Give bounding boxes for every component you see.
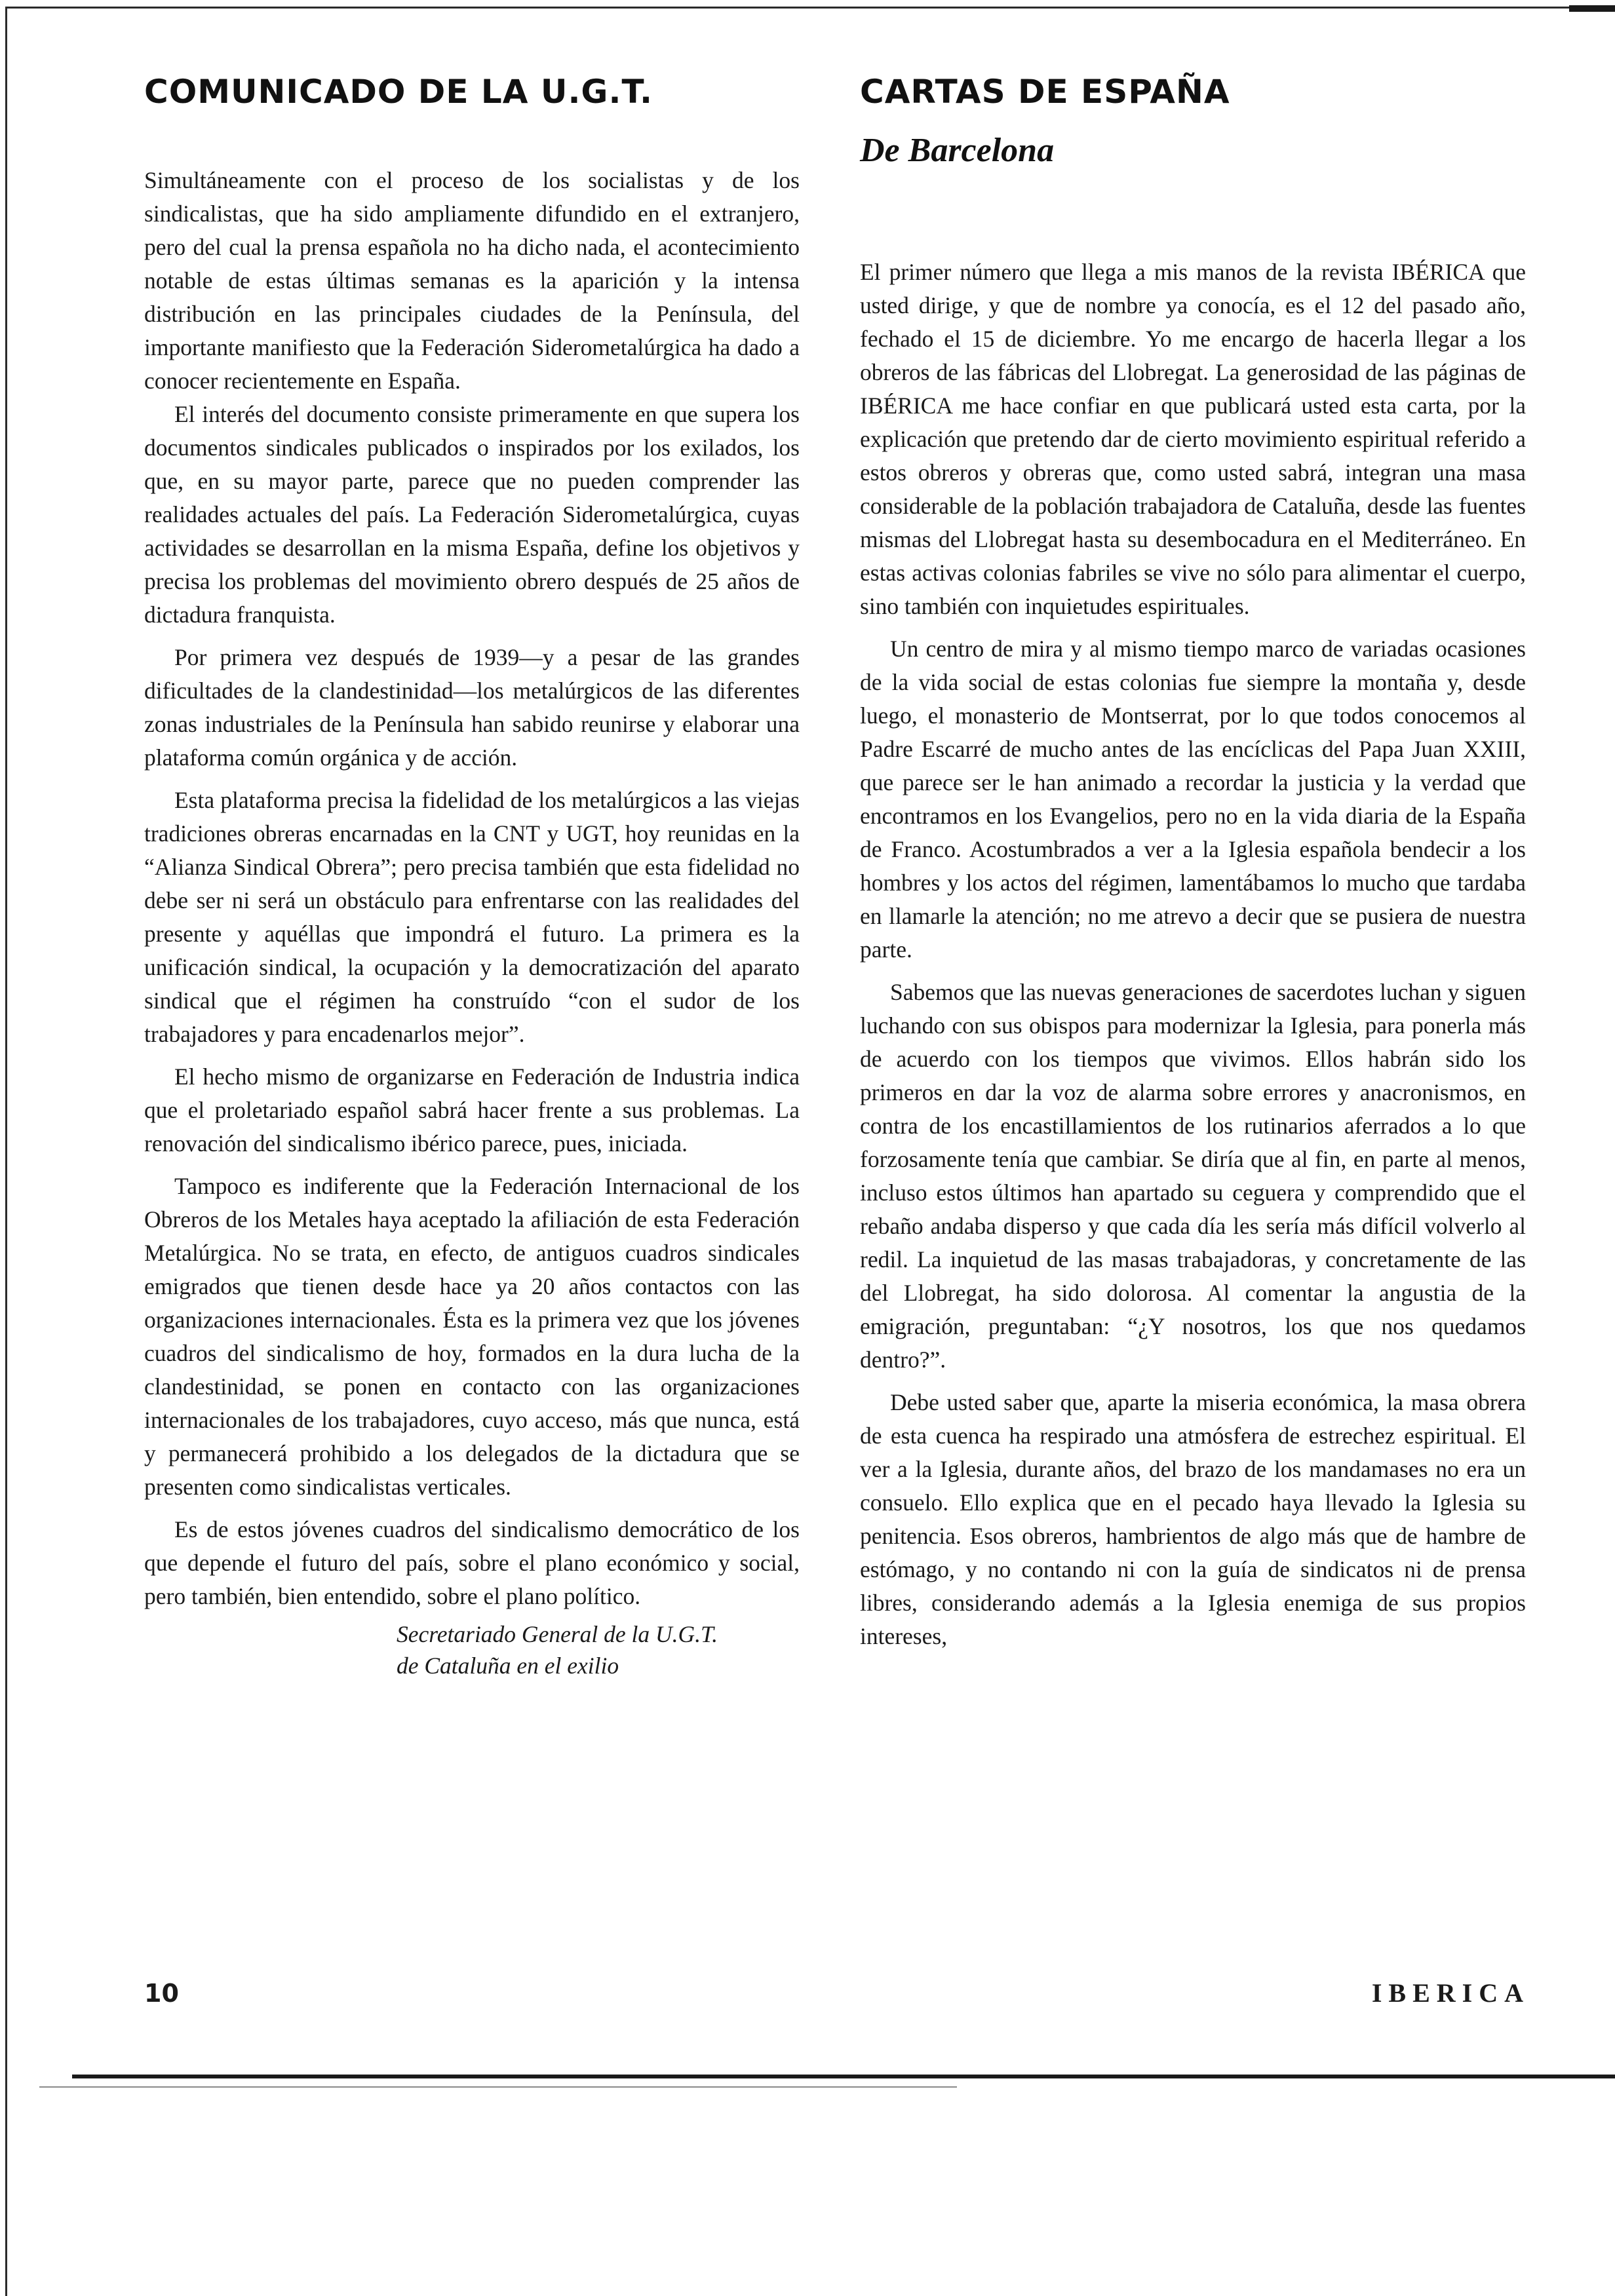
paragraph: El hecho mismo de organizarse en Federación de Industria indica que el proletariado español sabrá hacer frente a sus problemas. La renovación del sindicalismo ibérico parece, pues, iniciada. [144,1063,800,1157]
paragraph: Esta plataforma precisa la fidelidad de los metalúrgicos a las viejas tradiciones obreras encarnadas en la CNT y UGT, hoy reunidas en la “Alianza Sindical Obrera”; pero precisa también que esta fidelidad no debe ser ni será un obstáculo para enfrentarse con las realidades del presente y aquéllas que impondrá el futuro. La primera es la unificación sindical, la ocupación y la democratización del aparato sindical que el régimen ha construído “con el sudor de los trabajadores y para encadenarlos mejor”. [144,787,800,1047]
footer-rule [72,2075,1615,2078]
signature-line: de Cataluña en el exilio [397,1653,619,1679]
article-subheading: De Barcelona [860,132,1055,169]
paragraph: El interés del documento consiste primeramente en que supera los documentos sindicales publicados o inspirados por los exilados, los que, en su mayor parte, parece que no pueden comprender las realidades actuales del país. La Federación Siderometalúrgica, cuyas actividades se desarrollan en la misma España, define los objetivos y precisa los problemas del movimiento obrero después de 25 años de dictadura franquista. [144,401,800,628]
page-edge-mark [1569,5,1615,12]
page-number: 10 [144,1979,179,2008]
paragraph: Por primera vez después de 1939—y a pesar de las grandes dificultades de la clandestinidad—los metalúrgicos de las diferentes zonas industriales de la Península han sabido reunirse y elaborar una plataforma común orgánica y de acción. [144,644,800,771]
signature-line: Secretariado General de la U.G.T. [397,1621,718,1647]
article-comunicado [144,66,800,1681]
page-edge-top [7,7,1615,9]
signature [144,1618,800,1681]
footer-rule-thin [39,2086,957,2088]
masthead: IBERICA [1371,1978,1530,2008]
paragraph: Un centro de mira y al mismo tiempo marco de variadas ocasiones de la vida social de estas colonias fue siempre la montaña y, desde luego, el monasterio de Montserrat, por lo que todos conocemos al Padre Escarré de mucho antes de las encíclicas del Papa Juan XXIII, que parece ser le han animado a recordar la justicia y la verdad que encontramos en los Evangelios, pero no en la vida diaria de la España de Franco. Acostumbrados a ver a la Iglesia española bendecir a los hombres y los actos del régimen, lamentábamos lo mucho que tardaba en llamarle la atención; no me atrevo a decir que se pusiera de nuestra parte. [860,636,1526,963]
paragraph: Es de estos jóvenes cuadros del sindicalismo democrático de los que depende el futuro del país, sobre el plano económico y social, pero también, bien entendido, sobre el plano político. [144,1516,800,1609]
paragraph: Debe usted saber que, aparte la miseria económica, la masa obrera de esta cuenca ha respirado una atmósfera de estrechez espiritual. El ver a la Iglesia, durante años, del brazo de los mandamases no era un consuelo. Ello explica que en el pecado haya llevado la Iglesia su penitencia. Esos obreros, hambrientos de algo más que de hambre de estómago, y no contando ni con la guía de sindicatos ni de prensa libres, considerando además a la Iglesia enemiga de sus propios intereses, [860,1389,1526,1649]
article-cartas [860,66,1526,1653]
paragraph: Sabemos que las nuevas generaciones de sacerdotes luchan y siguen luchando con sus obispos para modernizar la Iglesia, para ponerla más de acuerdo con los tiempos que vivimos. Ellos habrán sido los primeros en dar la voz de alarma sobre errores y anacronismos, en contra de los encastillamientos de los rutinarios aferrados a lo que forzosamente tenía que cambiar. Se diría que al fin, en parte al menos, incluso estos últimos han apartado su ceguera y comprendido que el rebaño andaba disperso y que cada día les sería más difícil volverlo al redil. La inquietud de las masas trabajadoras, y concretamente de las del Llobregat, ha sido dolorosa. Al comentar la angustia de la emigración, preguntaban: “¿Y nosotros, los que nos quedamos dentro?”. [860,979,1526,1373]
article-body [860,256,1526,1653]
article-body [144,131,800,1613]
article-heading: COMUNICADO DE LA U.G.T. [144,73,653,111]
article-heading: CARTAS DE ESPAÑA [860,73,1230,111]
paragraph: El primer número que llega a mis manos de la revista IBÉRICA que usted dirige, y que de nombre ya conocía, es el 12 del pasado año, fechado el 15 de diciembre. Yo me encargo de hacerla llegar a los obreros de las fábricas del Llobregat. La generosidad de las páginas de IBÉRICA me hace confiar en que publicará usted esta carta, por la explicación que pretendo dar de cierto movimiento espiritual referido a estos obreros y obreras que, como usted sabrá, integran una masa considerable de la población trabajadora de Cataluña, desde las fuentes mismas del Llobregat hasta su desembocadura en el Mediterráneo. En estas activas colonias fabriles se vive no sólo para alimentar el cuerpo, sino también con inquietudes espirituales. [860,259,1526,619]
paragraph: Simultáneamente con el proceso de los socialistas y de los sindicalistas, que ha sido ampliamente difundido en el extranjero, pero del cual la prensa española no ha dicho nada, el acontecimiento notable de estas últimas semanas es la aparición y la intensa distribución en las principales ciudades de la Península, del importante manifiesto que la Federación Siderometalúrgica ha dado a conocer recientemente en España. [144,167,800,394]
page-edge-left [5,7,7,2296]
paragraph: Tampoco es indiferente que la Federación Internacional de los Obreros de los Metales haya aceptado la afiliación de esta Federación Metalúrgica. No se trata, en efecto, de antiguos cuadros sindicales emigrados que tienen desde hace ya 20 años contactos con las organizaciones internacionales. Ésta es la primera vez que los jóvenes cuadros del sindicalismo de hoy, formados en la dura lucha de la clandestinidad, se ponen en contacto con las organizaciones internacionales de los trabajadores, cuyo acceso, más que nunca, está y permanecerá prohibido a los delegados de la dictadura que se presenten como sindicalistas verticales. [144,1173,800,1500]
